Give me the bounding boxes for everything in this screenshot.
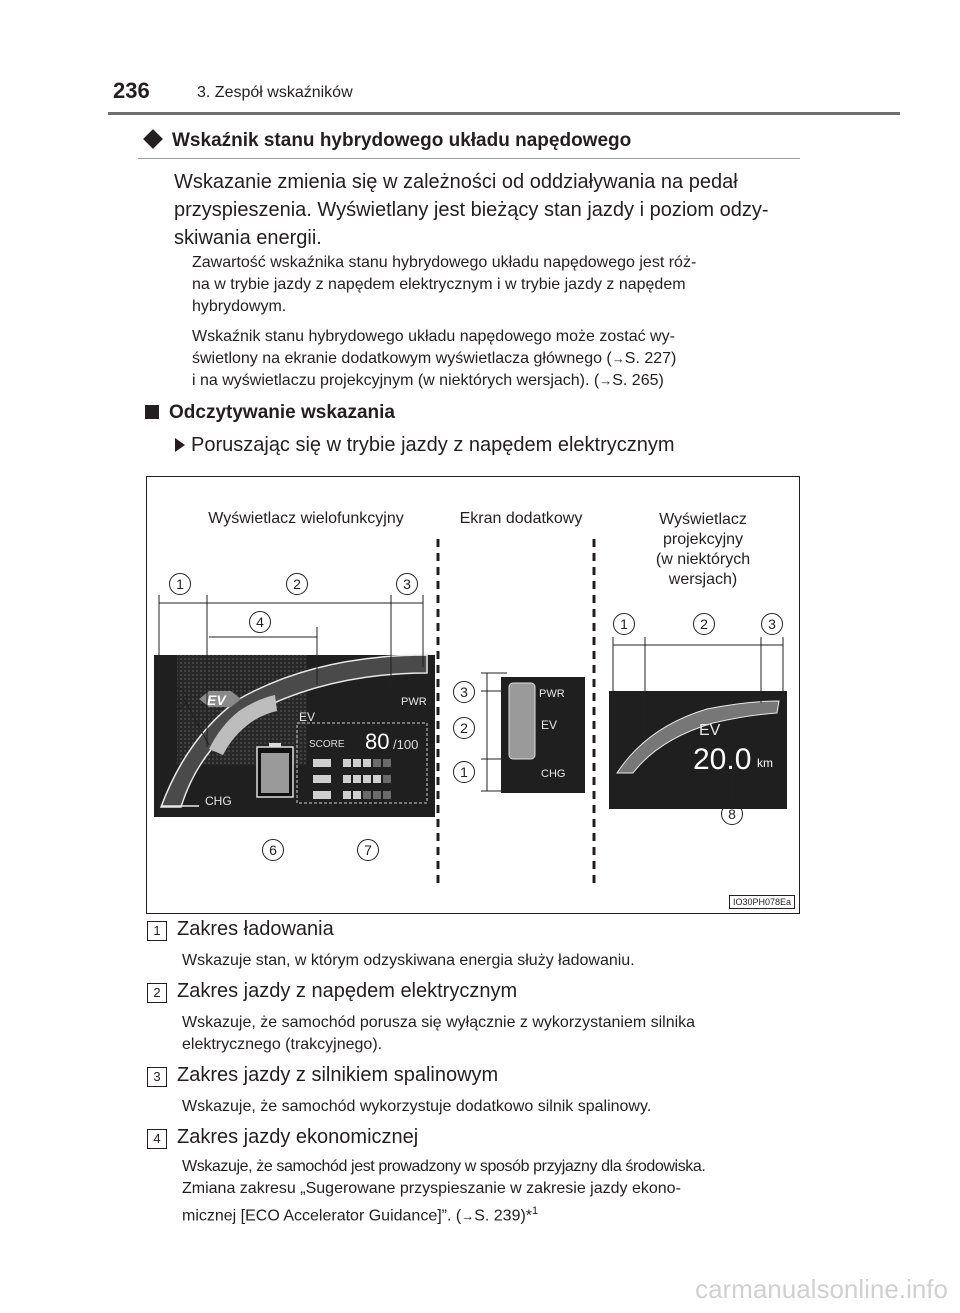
mode-heading: Poruszając się w trybie jazdy z napędem elektrycznym	[175, 434, 675, 457]
svg-text:EV: EV	[207, 692, 226, 708]
item-4-title: 4 Zakres jazdy ekonomicznej	[147, 1126, 418, 1149]
svg-text:CHG: CHG	[205, 794, 232, 808]
svg-text:PWR: PWR	[539, 688, 565, 700]
note-2-line-1: Wskaźnik stanu hybrydowego układu napędowego może zostać wy-	[192, 328, 675, 345]
item-3-desc: Wskazuje, że samochód wykorzystuje dodatkowo silnik spalinowy.	[182, 1098, 652, 1115]
subsection-heading: Odczytywanie wskazania	[145, 402, 395, 424]
note-1-line-3: hybrydowym.	[192, 298, 287, 315]
svg-text:SCORE: SCORE	[309, 739, 345, 750]
section-heading: Wskaźnik stanu hybrydowego układu napędowego	[138, 130, 631, 152]
watermark: carmanualsonline.info	[695, 1274, 948, 1304]
page-number: 236	[113, 78, 150, 103]
callout-2-secondary: 2	[453, 717, 475, 739]
note-2-line-3: i na wyświetlaczu projekcyjnym (w niektórych wersjach). (→S. 265)	[192, 372, 664, 389]
svg-text:EV: EV	[541, 718, 558, 732]
callout-8: 8	[721, 803, 743, 825]
svg-text:20.0: 20.0	[693, 743, 752, 776]
item-1-desc: Wskazuje stan, w którym odzyskiwana energia służy ładowaniu.	[182, 952, 635, 969]
callout-3-hud: 3	[761, 613, 783, 635]
item-4-desc-3: micznej [ECO Accelerator Guidance]”. (→S. 239)*$^1$	[182, 1205, 539, 1225]
callout-7: 7	[357, 839, 379, 861]
svg-text:EV: EV	[299, 710, 316, 724]
item-4-desc-2: Zmiana zakresu „Sugerowane przyspieszanie w zakresie jazdy ekono-	[182, 1180, 681, 1197]
callout-5: 5	[165, 687, 187, 709]
note-1-line-1: Zawartość wskaźnika stanu hybrydowego układu napędowego jest róż-	[192, 254, 697, 271]
intro-line-2: przyspieszenia. Wyświetlany jest bieżący stan jazdy i poziom odzy-	[174, 199, 769, 221]
callout-1-secondary: 1	[453, 761, 475, 783]
arrow-icon: →	[611, 351, 625, 366]
callout-3: 3	[396, 573, 418, 595]
item-4-desc-1: Wskazuje, że samochód jest prowadzony w sposób przyjazny dla środowiska.	[182, 1158, 706, 1175]
caption-hud: Wyświetlacz projekcyjny (w niektórych wersjach)	[655, 511, 751, 588]
item-2-desc-1: Wskazuje, że samochód porusza się wyłącznie z wykorzystaniem silnika	[182, 1014, 696, 1031]
note-2-line-2: świetlony na ekranie dodatkowym wyświetlacza głównego (→S. 227)	[192, 350, 677, 367]
svg-text:/100: /100	[393, 737, 419, 752]
section-divider	[138, 158, 800, 159]
callout-2: 2	[286, 573, 308, 595]
page-link-265[interactable]: S. 265)	[612, 372, 664, 389]
item-3-title: 3 Zakres jazdy z silnikiem spalinowym	[147, 1064, 498, 1087]
item-2-desc-2: elektrycznego (trakcyjnego).	[182, 1036, 383, 1053]
item-2-title: 2 Zakres jazdy z napędem elektrycznym	[147, 980, 517, 1003]
callout-4: 4	[249, 611, 271, 633]
item-1-title: 1 Zakres ładowania	[147, 918, 334, 941]
page-link-227[interactable]: S. 227)	[624, 350, 677, 367]
intro-line-1: Wskazanie zmienia się w zależności od oddziaływania na pedał	[174, 171, 738, 193]
footnote-marker: 1	[532, 1205, 539, 1217]
arrow-icon: →	[461, 1208, 475, 1224]
note-1-line-2: na w trybie jazdy z napędem elektrycznym i w trybie jazdy z napędem	[192, 276, 686, 293]
svg-text:PWR: PWR	[401, 696, 427, 708]
chapter-title: 3. Zespół wskaźników	[197, 84, 353, 101]
svg-text:CHG: CHG	[541, 768, 566, 780]
square-bullet-icon	[145, 405, 159, 419]
caption-multi-info: Wyświetlacz wielofunkcyjny	[208, 510, 404, 527]
callout-1-hud: 1	[613, 613, 635, 635]
callout-6: 6	[262, 839, 284, 861]
page-link-239[interactable]: S. 239)*	[474, 1207, 533, 1225]
svg-text:km: km	[757, 756, 773, 770]
arrow-icon: →	[599, 373, 613, 388]
figure-illustration	[146, 476, 800, 914]
callout-2-hud: 2	[693, 613, 715, 635]
callout-3-secondary: 3	[453, 681, 475, 703]
caption-secondary: Ekran dodatkowy	[459, 510, 583, 527]
callout-1: 1	[169, 573, 191, 595]
svg-text:EV: EV	[699, 722, 721, 739]
intro-line-3: skiwania energii.	[174, 227, 322, 249]
svg-text:80: 80	[365, 729, 390, 754]
triangle-bullet-icon	[175, 438, 185, 452]
figure-code: IO30PH078Ea	[729, 895, 795, 909]
diamond-bullet-icon	[143, 129, 163, 149]
header-divider	[108, 112, 900, 115]
